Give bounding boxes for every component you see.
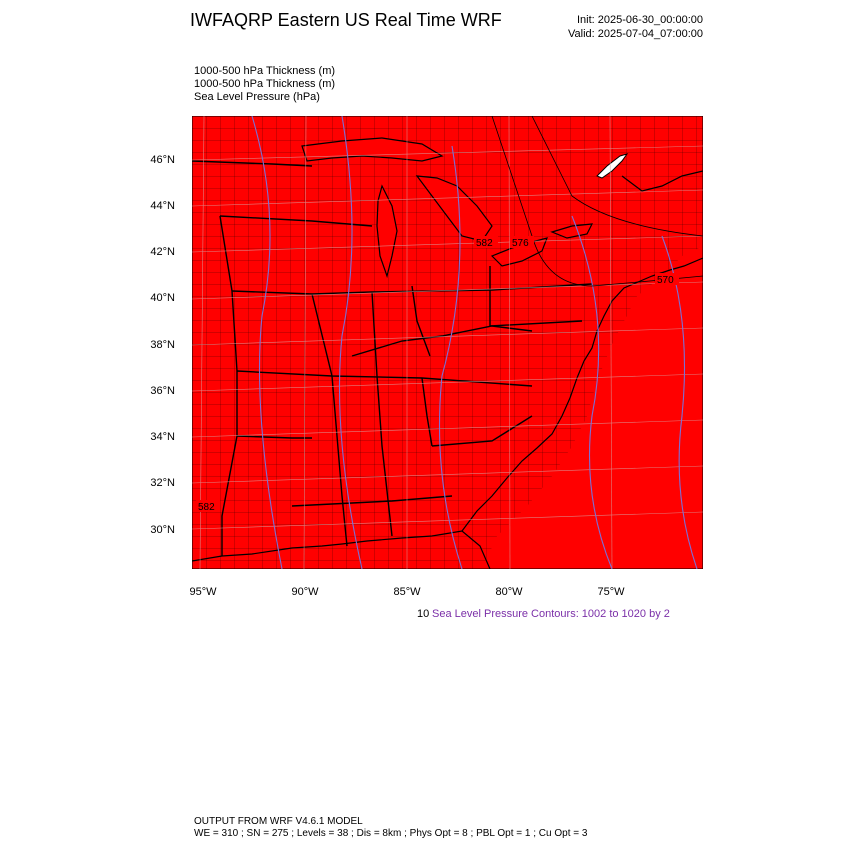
lat-label: 42°N: [150, 246, 175, 258]
field-label-slp: Sea Level Pressure (hPa): [194, 91, 320, 103]
page-title: IWFAQRP Eastern US Real Time WRF: [190, 10, 502, 30]
lat-label: 34°N: [150, 431, 175, 443]
model-settings: WE = 310 ; SN = 275 ; Levels = 38 ; Dis = 8km ; Phys Opt = 8 ; PBL Opt = 1 ; Cu Opt = 3: [194, 828, 588, 839]
contour-info: Sea Level Pressure Contours: 1002 to 1020 by 2: [432, 608, 670, 620]
contour-info-prefix: 10: [417, 608, 430, 620]
map-panel: [192, 116, 703, 569]
lat-label: 32°N: [150, 477, 175, 489]
thickness-label: 576: [512, 238, 529, 249]
model-info: OUTPUT FROM WRF V4.6.1 MODEL: [194, 816, 363, 827]
lon-label: 80°W: [495, 586, 523, 598]
lat-label: 46°N: [150, 154, 175, 166]
thickness-label: 570: [657, 275, 674, 286]
lat-label: 30°N: [150, 524, 175, 536]
init-time: Init: 2025-06-30_00:00:00: [577, 14, 703, 26]
lat-label: 40°N: [150, 292, 175, 304]
lon-label: 85°W: [393, 586, 421, 598]
thickness-label: 582: [476, 238, 493, 249]
field-label-thickness-2: 1000-500 hPa Thickness (m): [194, 78, 336, 90]
lat-label: 36°N: [150, 385, 175, 397]
lat-label: 38°N: [150, 339, 175, 351]
lon-label: 95°W: [189, 586, 217, 598]
lat-label: 44°N: [150, 200, 175, 212]
thickness-label: 582: [198, 502, 215, 513]
field-label-thickness-1: 1000-500 hPa Thickness (m): [194, 65, 336, 77]
valid-time: Valid: 2025-07-04_07:00:00: [568, 28, 703, 40]
lon-label: 90°W: [291, 586, 319, 598]
lon-label: 75°W: [597, 586, 625, 598]
